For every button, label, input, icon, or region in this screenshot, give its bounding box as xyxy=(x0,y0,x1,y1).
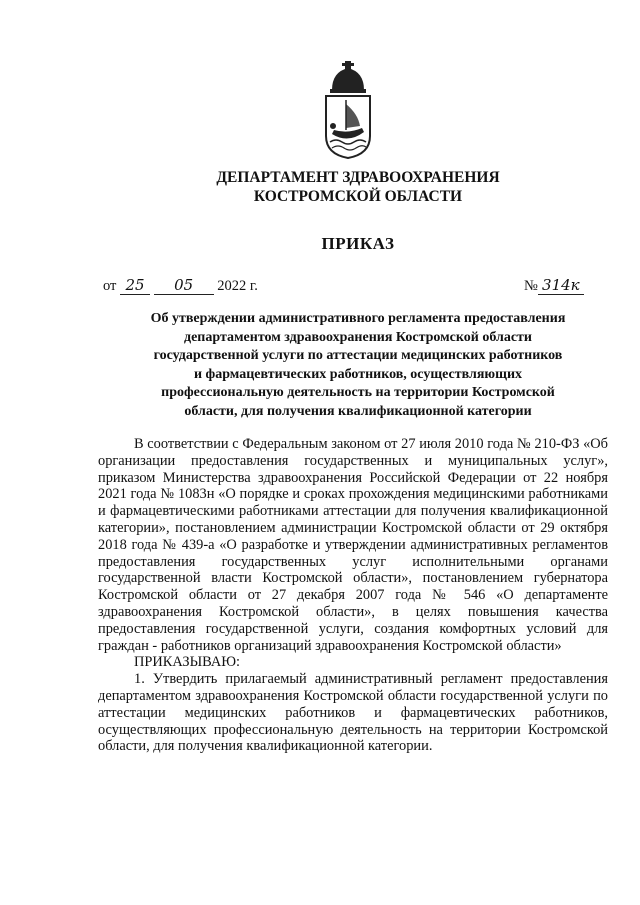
coat-of-arms-emblem xyxy=(318,60,378,160)
order-item-1: 1. Утвердить прилагаемый административный регламент предоставления департаментом здравоохранения Костромской области государственной услуги по аттестации медицинских работников и фармацевтических работников, осуществляющих профессиональную деятельность на территории Костромской области, для получения квалификационной категории. xyxy=(98,671,608,755)
date-day: 25 xyxy=(120,276,150,295)
department-name xyxy=(0,168,640,206)
title-line: Об утверждении административного регламента предоставления xyxy=(150,311,566,326)
date-month: 05 xyxy=(154,276,214,295)
date-year: 2022 г. xyxy=(217,278,258,294)
title-line: и фармацевтических работников, осуществляющих xyxy=(193,366,523,382)
order-body xyxy=(98,436,608,755)
order-title xyxy=(96,310,620,421)
order-number xyxy=(524,276,584,295)
title-line: департаментом здравоохранения Костромской области xyxy=(183,329,533,345)
date-prefix: от xyxy=(103,278,117,294)
title-line: профессиональную деятельность на территории Костромской xyxy=(161,385,555,400)
department-line-1: ДЕПАРТАМЕНТ ЗДРАВООХРАНЕНИЯ xyxy=(216,169,500,186)
number-prefix: № xyxy=(524,278,538,294)
document-type-heading: ПРИКАЗ xyxy=(321,234,395,253)
order-date xyxy=(103,276,258,295)
number-value: 314к xyxy=(538,276,584,295)
title-line: государственной услуги по аттестации медицинских работников xyxy=(153,348,563,363)
preamble-paragraph: В соответствии с Федеральным законом от 27 июля 2010 года № 210-ФЗ «Об организации предоставления государственных и муниципальных услуг», приказом Министерства здравоохранения Российской Федерации от 22 ноября 2021 года № 1083н «О порядке и сроках прохождения медицинскими работниками и фармацевтическими работниками аттестации для получения квалификационной категории», постановлением администрации Костромской области от 29 октября 2018 года № 439-а «О разработке и утверждении административных регламентов предоставления государственных услуг исполнительными органами государственной власти Костромской области», постановлением губернатора Костромской области от 27 декабря 2007 года № 546 «О департаменте здравоохранения Костромской области», в целях повышения качества предоставления государственной услуги, создания комфортных условий для граждан - работников организаций здравоохранения Костромской области» xyxy=(98,436,608,654)
title-line: области, для получения квалификационной категории xyxy=(184,403,532,419)
order-word: ПРИКАЗЫВАЮ: xyxy=(134,654,241,671)
department-line-2: КОСТРОМСКОЙ ОБЛАСТИ xyxy=(253,188,463,205)
